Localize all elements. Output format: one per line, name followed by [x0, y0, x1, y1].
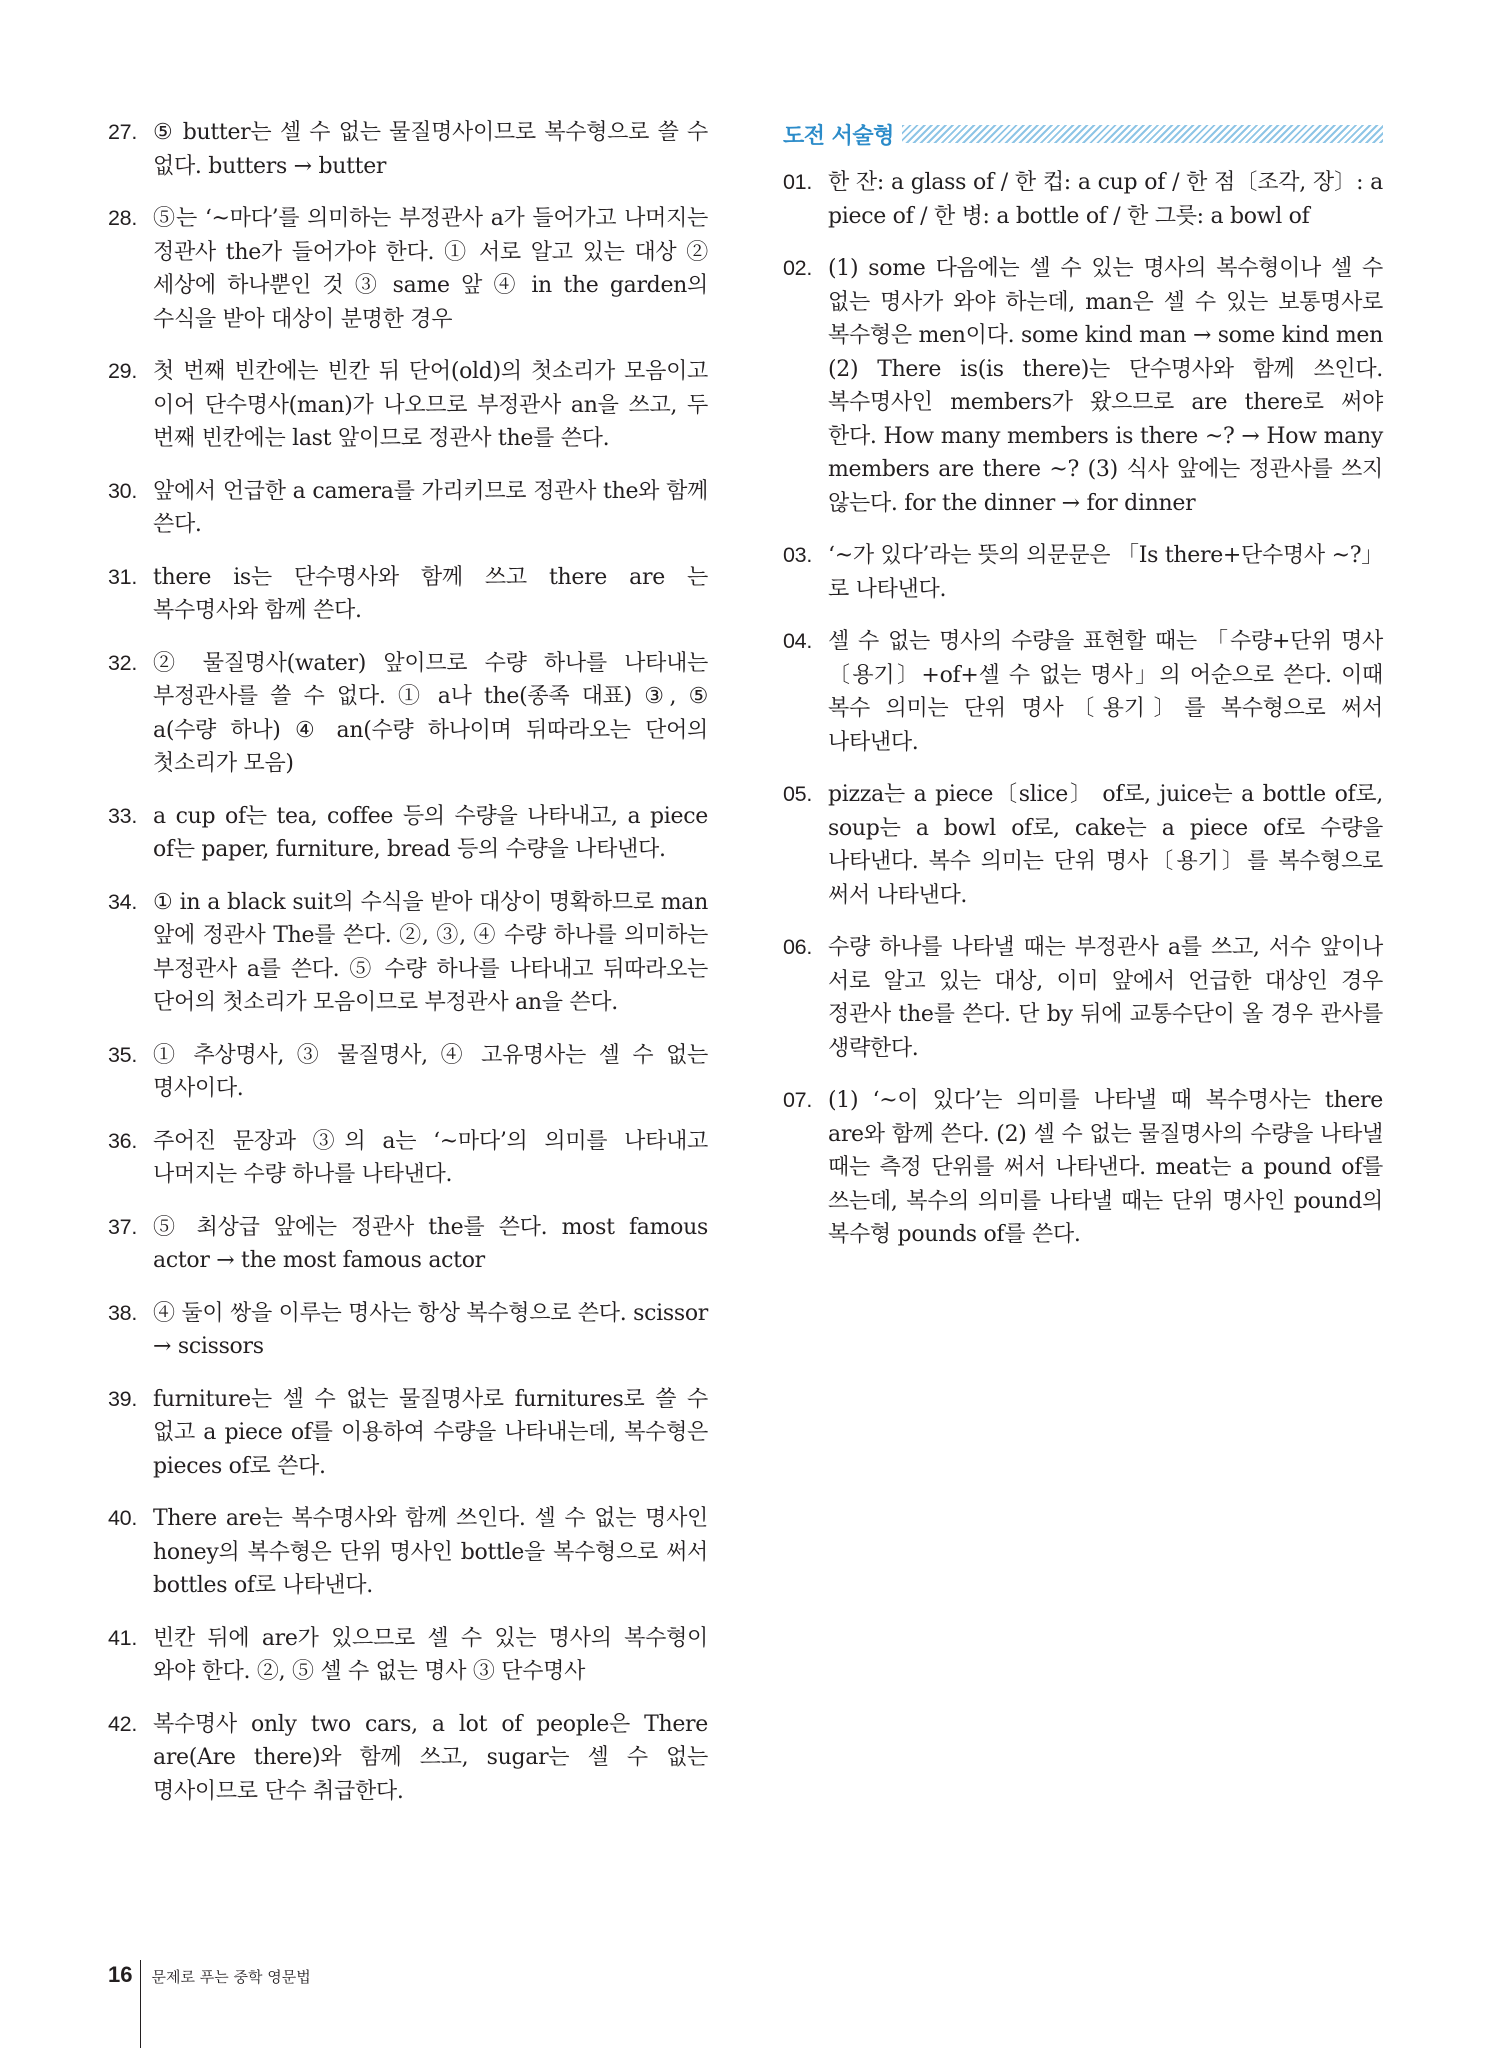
answer-item-35	[108, 1039, 708, 1106]
item-number: 37.	[108, 1214, 137, 1239]
item-text: ⑤ 최상급 앞에는 정관사 the를 쓴다. most famous actor → the most famous actor	[153, 1214, 708, 1273]
item-text: (1) ‘~이 있다’는 의미를 나타낼 때 복수명사는 there are와 함께 쓴다. (2) 셀 수 없는 물질명사의 수량을 나타낼 때는 측정 단위를 써서 나타낸다. meat는 a pound of를 쓰는데, 복수의 의미를 나타낼 때는 단위 명사인 pound의 복수형 pounds of를 쓴다.	[828, 1088, 1383, 1247]
footer-divider	[140, 1960, 141, 2048]
section-title: 도전 서술형	[783, 123, 894, 149]
item-text: 복수명사 only two cars, a lot of people은 There are(Are there)와 함께 쓰고, sugar는 셀 수 없는 명사이므로 단수 취급한다.	[153, 1711, 708, 1804]
answer-item-36	[108, 1125, 708, 1192]
item-number: 32.	[108, 650, 137, 675]
item-number: 41.	[108, 1625, 137, 1650]
item-number: 42.	[108, 1711, 137, 1736]
section-header	[783, 116, 1383, 152]
writing-item-05	[783, 778, 1383, 912]
item-text: 셀 수 없는 명사의 수량을 표현할 때는 「수량+단위 명사〔용기〕+of+셀 수 없는 명사」의 어순으로 쓴다. 이때 복수 의미는 단위 명사〔용기〕를 복수형으로 써서 나타낸다.	[828, 629, 1383, 755]
writing-item-06	[783, 931, 1383, 1065]
answer-item-41	[108, 1622, 708, 1689]
item-text: ‘~가 있다’라는 뜻의 의문문은 「Is there+단수명사 ~?」로 나타낸다.	[828, 543, 1383, 602]
left-column	[108, 116, 708, 1827]
item-number: 04.	[783, 629, 812, 653]
answer-item-42	[108, 1708, 708, 1809]
item-number: 03.	[783, 543, 812, 567]
item-number: 36.	[108, 1128, 137, 1153]
item-number: 05.	[783, 782, 812, 806]
item-text: ⑤ butter는 셀 수 없는 물질명사이므로 복수형으로 쓸 수 없다. butters → butter	[153, 120, 708, 179]
answer-item-38	[108, 1297, 708, 1364]
item-number: 29.	[108, 359, 137, 383]
item-number: 07.	[783, 1088, 812, 1112]
answer-item-32	[108, 647, 708, 781]
answer-item-28	[108, 202, 708, 336]
answer-item-33	[108, 800, 708, 867]
item-text: 앞에서 언급한 a camera를 가리키므로 정관사 the와 함께 쓴다.	[153, 478, 708, 537]
item-number: 28.	[108, 206, 137, 230]
item-text: pizza는 a piece〔slice〕 of로, juice는 a bottle of로, soup는 a bowl of로, cake는 a piece of로 수량을 나타낸다. 복수 의미는 단위 명사〔용기〕를 복수형으로 써서 나타낸다.	[828, 782, 1383, 908]
answer-item-29	[108, 355, 708, 456]
item-text: 한 잔: a glass of / 한 컵: a cup of / 한 점〔조각, 장〕: a piece of / 한 병: a bottle of / 한 그릇: a bowl of	[828, 170, 1383, 229]
item-text: 수량 하나를 나타낼 때는 부정관사 a를 쓰고, 서수 앞이나 서로 알고 있는 대상, 이미 앞에서 언급한 대상인 경우 정관사 the를 쓴다. 단 by 뒤에 교통수단이 올 경우 관사를 생략한다.	[828, 935, 1383, 1061]
item-number: 40.	[108, 1506, 137, 1530]
item-text: there is는 단수명사와 함께 쓰고 there are 는 복수명사와 함께 쓴다.	[153, 564, 708, 623]
item-text: furniture는 셀 수 없는 물질명사로 furnitures로 쓸 수 없고 a piece of를 이용하여 수량을 나타내는데, 복수형은 pieces of로 쓴다.	[153, 1386, 708, 1479]
answer-item-37	[108, 1211, 708, 1278]
item-number: 33.	[108, 803, 137, 828]
page-footer	[108, 1960, 311, 2048]
item-text: ② 물질명사(water) 앞이므로 수량 하나를 나타내는 부정관사를 쓸 수 없다. ① a나 the(종족 대표) ③, ⑤ a(수량 하나) ④ an(수량 하나이며 뒤따라오는 단어의 첫소리가 모음)	[153, 650, 708, 776]
page-number: 16	[108, 1962, 133, 1987]
item-text: ④ 둘이 쌍을 이루는 명사는 항상 복수형으로 쓴다. scissor → scissors	[153, 1300, 708, 1359]
item-text: ⑤는 ‘~마다’를 의미하는 부정관사 a가 들어가고 나머지는 정관사 the가 들어가야 한다. ① 서로 알고 있는 대상 ② 세상에 하나뿐인 것 ③ same 앞 ④ in the garden의 수식을 받아 대상이 분명한 경우	[153, 206, 708, 332]
book-title: 문제로 푸는 중학 영문법	[151, 1968, 311, 1986]
item-number: 01.	[783, 170, 812, 194]
item-number: 34.	[108, 889, 137, 914]
answer-item-31	[108, 561, 708, 628]
writing-item-04	[783, 625, 1383, 759]
section-stripe-decoration	[902, 125, 1383, 143]
item-text: ① 추상명사, ③ 물질명사, ④ 고유명사는 셀 수 없는 명사이다.	[153, 1042, 708, 1101]
item-number: 38.	[108, 1300, 137, 1325]
writing-item-07	[783, 1084, 1383, 1252]
writing-item-01	[783, 166, 1383, 233]
answer-item-40	[108, 1502, 708, 1603]
item-text: 빈칸 뒤에 are가 있으므로 셀 수 있는 명사의 복수형이 와야 한다. ②, ⑤ 셀 수 없는 명사 ③ 단수명사	[153, 1625, 708, 1684]
answer-item-39	[108, 1383, 708, 1484]
item-number: 31.	[108, 564, 137, 589]
answer-item-27	[108, 116, 708, 183]
item-number: 39.	[108, 1386, 137, 1411]
item-number: 06.	[783, 935, 812, 959]
right-column	[783, 116, 1383, 1271]
item-text: a cup of는 tea, coffee 등의 수량을 나타내고, a piece of는 paper, furniture, bread 등의 수량을 나타낸다.	[153, 803, 708, 862]
item-number: 30.	[108, 478, 137, 503]
answer-item-30	[108, 475, 708, 542]
item-number: 02.	[783, 256, 812, 280]
item-text: There are는 복수명사와 함께 쓰인다. 셀 수 없는 명사인 honey의 복수형은 단위 명사인 bottle을 복수형으로 써서 bottles of로 나타낸다.	[153, 1506, 708, 1598]
item-number: 35.	[108, 1042, 137, 1067]
answer-item-34	[108, 886, 708, 1020]
item-text: 주어진 문장과 ③의 a는 ‘~마다’의 의미를 나타내고 나머지는 수량 하나를 나타낸다.	[153, 1128, 708, 1187]
item-text: (1) some 다음에는 셀 수 있는 명사의 복수형이나 셀 수 없는 명사가 와야 하는데, man은 셀 수 있는 보통명사로 복수형은 men이다. some kind man → some kind men (2) There is(is there)는 단수명사와 함께 쓰인다. 복수명사인 members가 왔으므로 are there로 써야 한다. How many members is there ~? → How many members are there ~? (3) 식사 앞에는 정관사를 쓰지 않는다. for the dinner → for dinner	[828, 256, 1383, 516]
writing-item-02	[783, 252, 1383, 520]
writing-item-03	[783, 539, 1383, 606]
item-text: 첫 번째 빈칸에는 빈칸 뒤 단어(old)의 첫소리가 모음이고 이어 단수명사(man)가 나오므로 부정관사 an을 쓰고, 두 번째 빈칸에는 last 앞이므로 정관사 the를 쓴다.	[153, 359, 708, 451]
item-number: 27.	[108, 120, 137, 144]
item-text: ① in a black suit의 수식을 받아 대상이 명확하므로 man 앞에 정관사 The를 쓴다. ②, ③, ④ 수량 하나를 의미하는 부정관사 a를 쓴다. ⑤ 수량 하나를 나타내고 뒤따라오는 단어의 첫소리가 모음이므로 부정관사 an을 쓴다.	[153, 889, 708, 1015]
